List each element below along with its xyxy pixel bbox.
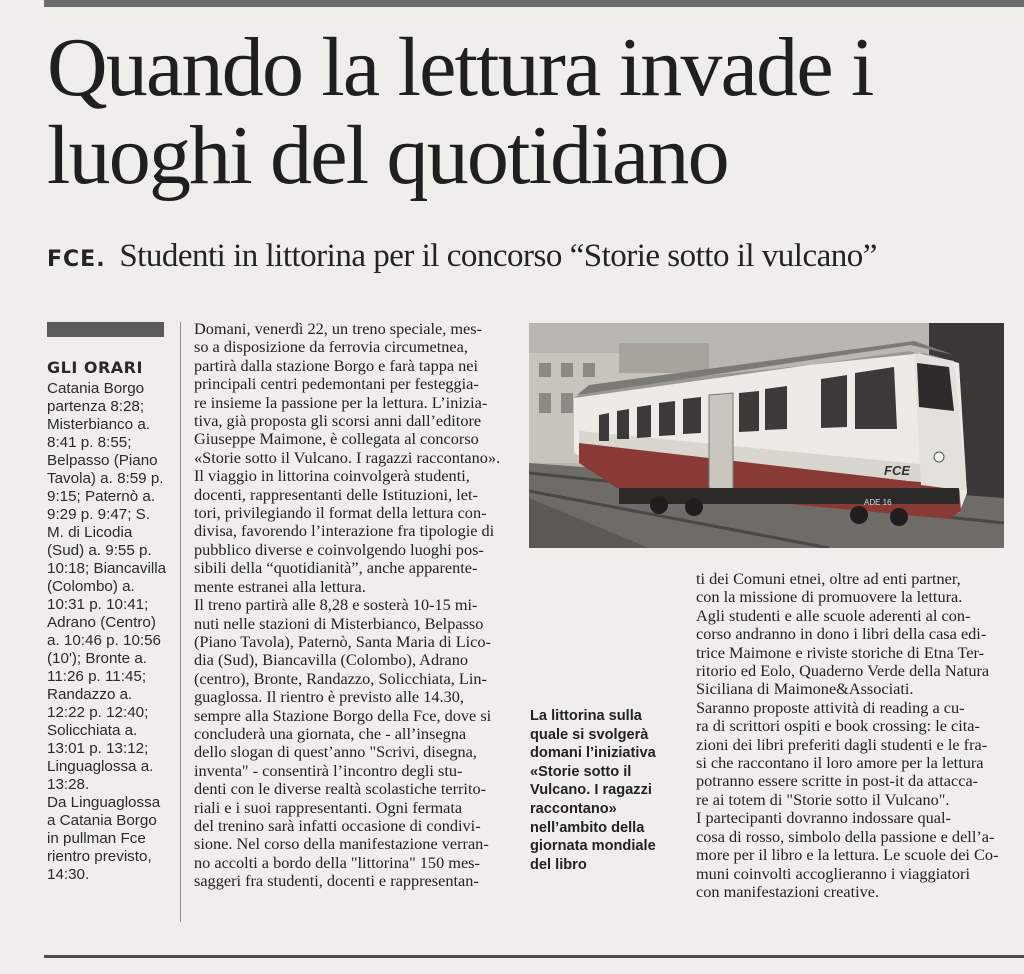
- train-logo: FCE: [884, 463, 910, 478]
- sidebar-timetable: Catania Borgo partenza 8:28; Misterbianco a. 8:41 p. 8:55; Belpasso (Piano Tavola) a. 8:59 p. 9:15; Paternò a. 9:29 p. 9:47; S. M. di Licodia (Sud) a. 9:55 p. 10:18; Biancavilla (Colombo) a. 10:31 p. 10:41; Adrano (Centro) a. 10:46 p. 10:56 (10'); Bronte a. 11:26 p. 11:45; Randazzo a. 12:22 p. 12:40; Solicchiata a. 13:01 p. 13:12; Linguaglossa a. 13:28. Da Linguaglossa a Catania Borgo in pullman Fce rientro previsto, 14:30.: [47, 380, 167, 883]
- subheadline-text: Studenti in littorina per il concorso “Storie sotto il vulcano”: [119, 238, 877, 274]
- top-rule: [44, 0, 1024, 7]
- article-subheadline: [47, 236, 1022, 280]
- article-column-3: ti dei Comuni etnei, oltre ad enti partner, con la missione di promuovere la lettura. Agli studenti e alle scuole aderenti al con- corso andranno in dono i libri della casa edi- trice Maimone e riviste storiche di Etna Ter- ritorio ed Eolo, Quaderno Verde della Natura Siciliana di Maimone&Associati. Saranno proposte attività di reading a cu- ra di scrittori ospiti e book crossing: le cita- zioni dei libri preferiti dagli studenti e le fra- si che raccontano il loro amore per la lettura potranno essere scritte in post-it da attacca- re ai totem di "Storie sotto il Vulcano". I partecipanti dovranno indossare qual- cosa di rosso, simbolo della passione e dell’a- more per il libro e la lettura. Le scuole dei Co- muni coinvolti accoglieranno i viaggiatori con manifestazioni creative.: [696, 569, 999, 901]
- adjacent-article-bleed-left: [0, 300, 40, 900]
- column-divider: [180, 322, 181, 922]
- train-photo: [529, 323, 1004, 548]
- train-number: ADE 16: [864, 498, 892, 507]
- article-headline: Quando la lettura invade i luoghi del quotidiano: [47, 21, 873, 202]
- bottom-rule: [44, 955, 1024, 958]
- train-illustration: [529, 323, 1004, 548]
- article-column-1: Domani, venerdì 22, un treno speciale, mes- so a disposizione da ferrovia circumetnea, partirà dalla stazione Borgo e farà tappa nei principali centri pedemontani per festeggia- re insieme la passione per la lettura. L’inizia- tiva, già proposta gli scorsi anni dall’editore Giuseppe Maimone, è collegata al concorso «Storie sotto il Vulcano. I ragazzi raccontano». Il viaggio in littorina coinvolgerà studenti, docenti, rappresentanti delle Istituzioni, let- tori, privilegiando il format della lettura con- divisa, favorendo l’interazione fra tipologie di pubblico diverse e coinvolgendo luoghi pos- sibili della “quotidianità”, anche apparente- mente estranei alla lettura. Il treno partirà alle 8,28 e sosterà 10-15 mi- nuti nelle stazioni di Misterbianco, Belpasso (Piano Tavola), Paternò, Santa Maria di Lico- dia (Sud), Biancavilla (Colombo), Adrano (centro), Bronte, Randazzo, Solicchiata, Lin- guaglossa. Il rientro è previsto alle 14.30, sempre alla Stazione Borgo della Fce, dove si concluderà una giornata, che - all’insegna dello slogan di quest’anno "Scrivi, disegna, inventa" - consentirà l’incontro degli stu- denti con le diverse realtà scolastiche territo- riali e i suoi rappresentanti. Ogni fermata del trenino sarà infatti occasione di condivi- sione. Nel corso della manifestazione verran- no accolti a bordo della "littorina" 150 mes- saggeri fra studenti, docenti e rappresentan-: [194, 319, 501, 891]
- sidebar-header-bar: [47, 322, 164, 337]
- section-kicker: FCE.: [47, 247, 106, 272]
- sidebar-title: GLI ORARI: [47, 358, 143, 377]
- photo-caption: La littorina sulla quale si svolgerà domani l’iniziativa «Storie sotto il Vulcano. I ragazzi raccontano» nell’ambito della giornata mondiale del libro: [530, 708, 656, 873]
